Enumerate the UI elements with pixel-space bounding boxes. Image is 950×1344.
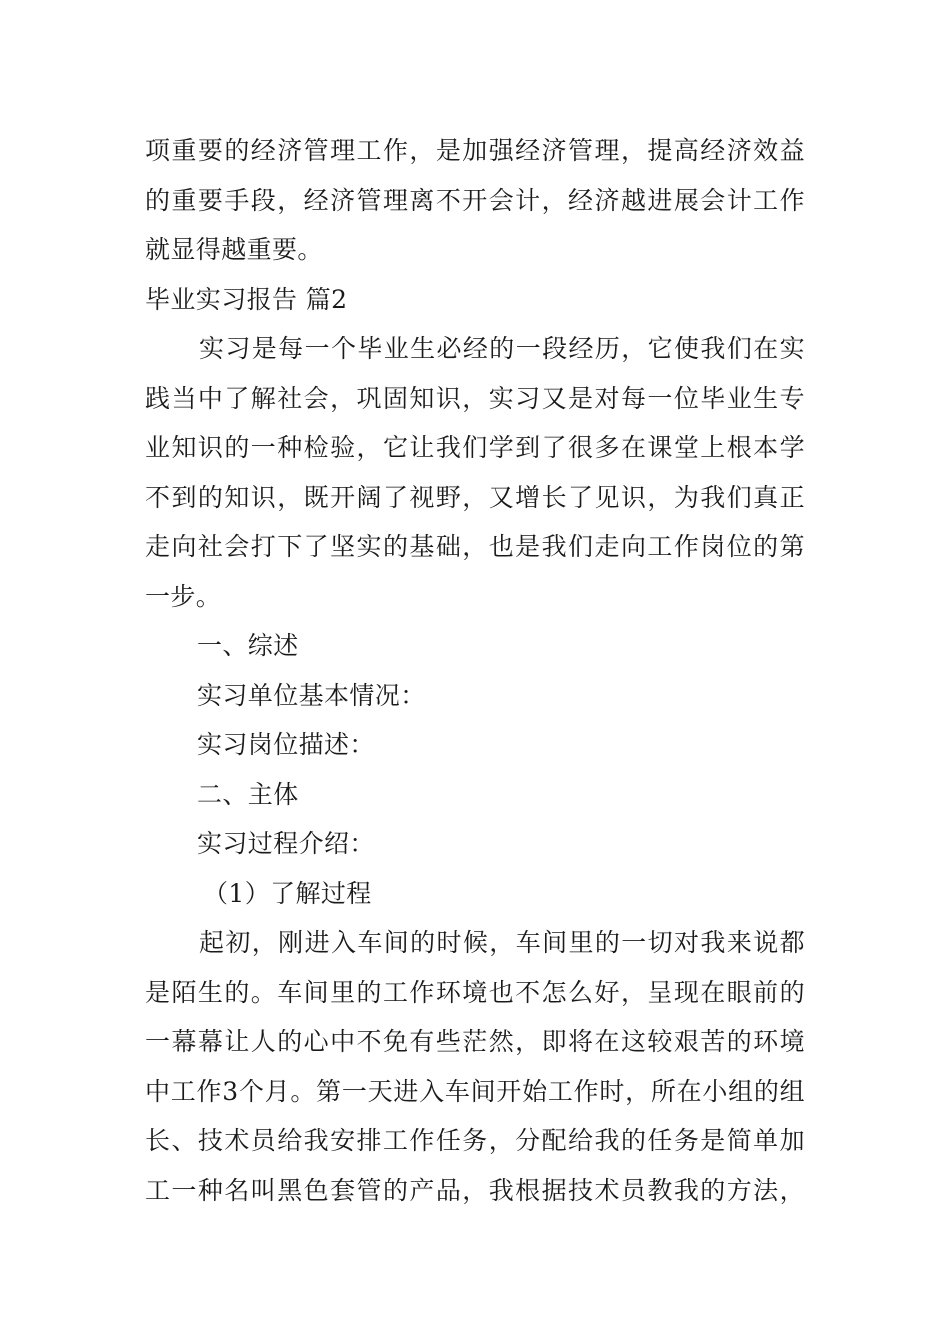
para1-line-2: 践当中了解社会，巩固知识，实习又是对每一位毕业生专 [145, 383, 805, 413]
intro-line-1: 项重要的经济管理工作，是加强经济管理，提高经济效益 [145, 136, 805, 165]
para2-line-4: 中工作3个月。第一天进入车间开始工作时，所在小组的组 [145, 1076, 805, 1106]
para1-line-1: 实习是每一个毕业生必经的一段经历，它使我们在实 [199, 334, 805, 363]
para1-line-6: 一步。 [145, 581, 222, 611]
heading-main-body: 二、主体 [197, 779, 299, 809]
para1-line-3: 业知识的一种检验，它让我们学到了很多在课堂上根本学 [145, 433, 805, 462]
section-title: 毕业实习报告 篇2 [145, 284, 348, 314]
document-page [145, 126, 805, 1215]
para2-line-5: 长、技术员给我安排工作任务，分配给我的任务是简单加 [145, 1126, 805, 1155]
para2-line-6: 工一种名叫黑色套管的产品，我根据技术员教我的方法， [145, 1175, 805, 1205]
item-unit-info: 实习单位基本情况： [197, 680, 426, 710]
para2-line-1: 起初，刚进入车间的时候，车间里的一切对我来说都 [199, 928, 805, 957]
item-post-description: 实习岗位描述： [197, 730, 375, 759]
para1-line-4: 不到的知识，既开阔了视野，又增长了见识，为我们真正 [145, 482, 805, 512]
sub-heading-understanding: （1）了解过程 [203, 878, 372, 908]
item-process-intro: 实习过程介绍： [197, 829, 375, 858]
intro-line-3: 就显得越重要。 [145, 235, 323, 264]
para2-line-2: 是陌生的。车间里的工作环境也不怎么好，呈现在眼前的 [145, 977, 805, 1007]
para1-line-5: 走向社会打下了坚实的基础，也是我们走向工作岗位的第 [145, 532, 805, 561]
heading-overview: 一、综述 [197, 631, 299, 660]
para2-line-3: 一幕幕让人的心中不免有些茫然，即将在这较艰苦的环境 [145, 1027, 805, 1056]
intro-line-2: 的重要手段，经济管理离不开会计，经济越进展会计工作 [145, 185, 805, 215]
